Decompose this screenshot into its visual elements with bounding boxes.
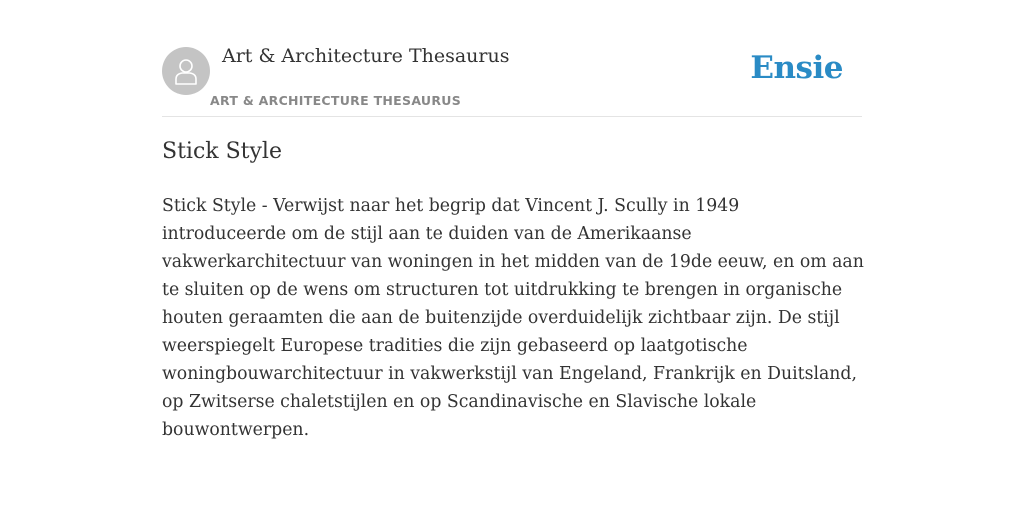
source-header	[162, 0, 862, 117]
ensie-logo[interactable]: Ensie	[750, 50, 843, 86]
definition-text: Stick Style - Verwijst naar het begrip dat Vincent J. Scully in 1949 introduceerde om de stijl aan te duiden van de Amerikaanse vakwerkarchitectuur van woningen in het midden van de 19de eeuw, en om aan te sluiten op de wens om structuren tot uitdrukking te brengen in organische houten geraamten die aan de buitenzijde overduidelijk zichtbaar zijn. De stijl weerspiegelt Europese tradities die zijn gebaseerd op laatgotische woningbouwarchitectuur in vakwerkstijl van Engeland, Frankrijk en Duitsland, op Zwitserse chaletstijlen en op Scandinavische en Slavische lokale bouwontwerpen.	[162, 196, 864, 440]
source-label: ART & ARCHITECTURE THESAURUS	[210, 93, 462, 108]
user-placeholder-icon	[174, 57, 198, 85]
avatar[interactable]	[162, 47, 210, 95]
source-title-link[interactable]: Art & Architecture Thesaurus	[222, 45, 510, 67]
term-title: Stick Style	[162, 139, 282, 164]
